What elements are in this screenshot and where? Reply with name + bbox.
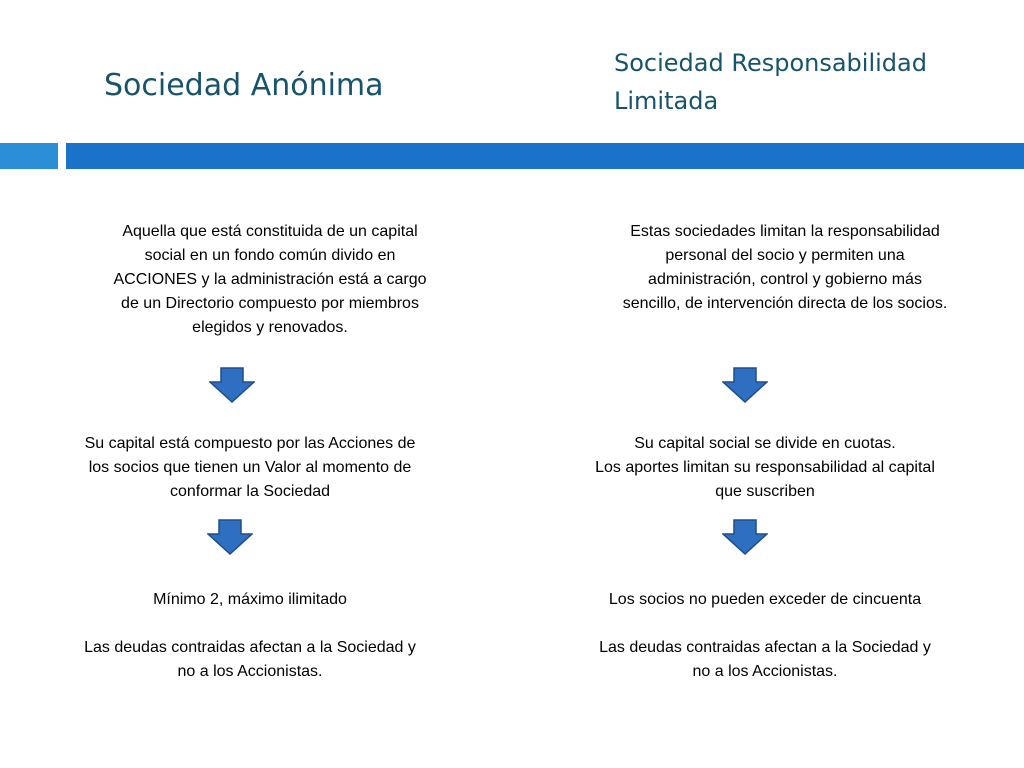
arrow-down-icon [209,367,255,403]
title-sociedad-responsabilidad-limitada: Sociedad Responsabilidad Limitada [614,49,927,115]
left-capital-text: Su capital está compuesto por las Acciones de los socios que tienen un Valor al momento de conformar la Sociedad [84,435,416,500]
arrow-down-icon [207,519,253,555]
right-capital-text: Su capital social se divide en cuotas. Los aportes limitan su responsabilidad al capital que suscriben [595,435,935,500]
right-debts-text: Las deudas contraidas afectan a la Sociedad y no a los Accionistas. [599,639,931,680]
header-accent-bar-left [0,143,58,169]
arrow-down-icon [722,367,768,403]
title-sociedad-anonima: Sociedad Anónima [104,68,384,103]
right-members-text: Los socios no pueden exceder de cincuenta [608,591,922,608]
arrow-down-icon [722,519,768,555]
left-members-text: Mínimo 2, máximo ilimitado [153,591,347,608]
header-accent-bar-right [66,143,1024,169]
right-definition-text: Estas sociedades limitan la responsabilidad personal del socio y permiten una administración, control y gobierno más sencillo, de intervención directa de los socios. [622,223,948,312]
left-debts-text: Las deudas contraidas afectan a la Sociedad y no a los Accionistas. [84,639,416,680]
left-definition-text: Aquella que está constituida de un capital social en un fondo común divido en ACCIONES y la administración está a cargo de un Directorio compuesto por miembros elegidos y renovados. [113,223,427,336]
